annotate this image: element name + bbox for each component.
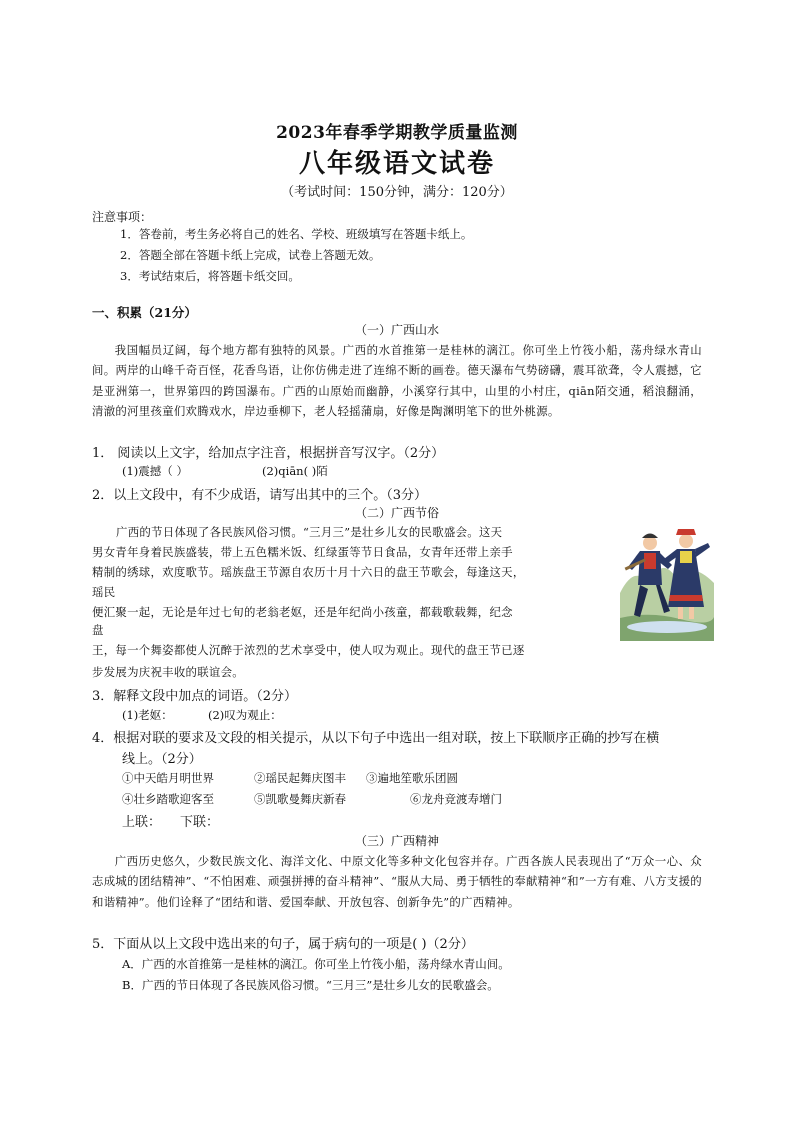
question-4: 4．根据对联的要求及文段的相关提示，从以下句子中选出一组对联，按上下联顺序正确的抄写在横 xyxy=(92,731,660,746)
upper-couplet-label: 上联： xyxy=(122,815,162,830)
question-1: 1． 阅读以上文字，给加点字注音，根据拼音写汉字。（2分） xyxy=(92,446,445,461)
notice-item: 2．答题全部在答题卡纸上完成，试卷上答题无效。 xyxy=(120,248,381,262)
question-1-sub-2: (2)qiān( )陌 xyxy=(262,464,328,478)
passage-paragraph: 广西历史悠久，少数民族文化、海洋文化、中原文化等多种文化包容并存。广西各族人民表现出了“万众一心、众志成城的团结精神”、“不怕困难、顽强拼搏的奋斗精神”、“服从大局、勇于牺牲的奉献精神“和”一方有难、八方支援的和谐精神”。他们诠释了“团结和谐、爱国奉献、开放包容、创新争先”的广西精神。 xyxy=(92,854,702,909)
notice-item: 3．考试结束后，将答题卡纸交回。 xyxy=(120,269,300,283)
couplet-option: ②瑶民起舞庆图丰 xyxy=(254,771,346,785)
passage-line: 精制的绣球，欢度歌节。瑶族盘王节源自农历十月十六日的盘王节歌会，每逢这天， xyxy=(92,565,525,579)
dancer-illustration xyxy=(620,523,714,641)
couplet-option: ①中天皓月明世界 xyxy=(122,771,214,785)
couplet-option: ④壮乡踏歌迎客至 xyxy=(122,792,214,806)
exam-title-line1: 2023年春季学期教学质量监测 xyxy=(276,123,518,143)
section-heading: 一、积累（21分） xyxy=(92,305,197,320)
question-5: 5．下面从以上文段中选出来的句子，属于病句的一项是( )（2分） xyxy=(92,937,474,952)
question-3-sub-2: (2)叹为观止： xyxy=(208,708,282,722)
passage-line: 瑶民 xyxy=(92,585,116,599)
part-heading: （三）广西精神 xyxy=(354,834,439,848)
question-3-sub-1: (1)老妪： xyxy=(122,708,173,722)
passage-paragraph: 我国幅员辽阔，每个地方都有独特的风景。广西的水首推第一是桂林的漓江。你可坐上竹筏小船，荡舟绿水青山间。两岸的山峰千奇百怪，花香鸟语，让你仿佛走进了连绵不断的画卷。德天瀑布气势磅礴，震耳欲聋，令人震撼，它是亚洲第一，世界第四的跨国瀑布。广西的山原始而幽静，小溪穿行其中，山里的小村庄，qiān陌交通，稻浪翻涌，清澈的河里孩童们欢腾戏水，岸边垂柳下，老人轻摇蒲扇，好像是陶渊明笔下的世外桃源。 xyxy=(92,343,702,418)
question-2: 2．以上文段中，有不少成语，请写出其中的三个。（3分） xyxy=(92,488,428,503)
part-heading: （二）广西节俗 xyxy=(354,506,439,520)
question-5-option-a: A．广西的水首推第一是桂林的漓江。你可坐上竹筏小船，荡舟绿水青山间。 xyxy=(122,957,510,971)
passage-line: 便汇聚一起，无论是年过七旬的老翁老妪，还是年纪尚小孩童，都载歌载舞，纪念 xyxy=(92,605,513,619)
passage-line: 男女青年身着民族盛装，带上五色糯米饭、红绿蛋等节日食品，女青年还带上亲手 xyxy=(92,545,513,559)
passage-line: 步发展为庆祝丰收的联谊会。 xyxy=(92,665,244,679)
exam-title-line2: 八年级语文试卷 xyxy=(298,149,495,179)
notice-item: 1．答卷前，考生务必将自己的姓名、学校、班级填写在答题卡纸上。 xyxy=(120,227,473,241)
notice-heading: 注意事项： xyxy=(92,210,153,224)
passage-line: 王，每一个舞姿都使人沉醉于浓烈的艺术享受中，使人叹为观止。现代的盘王节已逐 xyxy=(92,643,525,657)
question-1-sub-1: (1)震撼（ ） xyxy=(122,464,188,478)
couplet-option: ⑤凯歌曼舞庆新春 xyxy=(254,792,346,806)
lower-couplet-label: 下联： xyxy=(180,815,220,830)
couplet-option: ③遍地笙歌乐团圆 xyxy=(366,771,458,785)
passage-line: 广西的节日体现了各民族风俗习惯。“三月三”是壮乡儿女的民歌盛会。这天 xyxy=(116,525,503,539)
passage-line: 盘 xyxy=(92,623,104,637)
question-3: 3．解释文段中加点的词语。（2分） xyxy=(92,689,298,704)
part-heading: （一）广西山水 xyxy=(354,323,439,337)
question-4-cont: 线上。（2分） xyxy=(122,752,202,767)
couplet-option: ⑥龙舟竞渡寿增门 xyxy=(410,792,502,806)
exam-subtitle: （考试时间：150分钟，满分：120分） xyxy=(281,185,513,200)
question-5-option-b: B．广西的节日体现了各民族风俗习惯。“三月三”是壮乡儿女的民歌盛会。 xyxy=(122,978,499,992)
